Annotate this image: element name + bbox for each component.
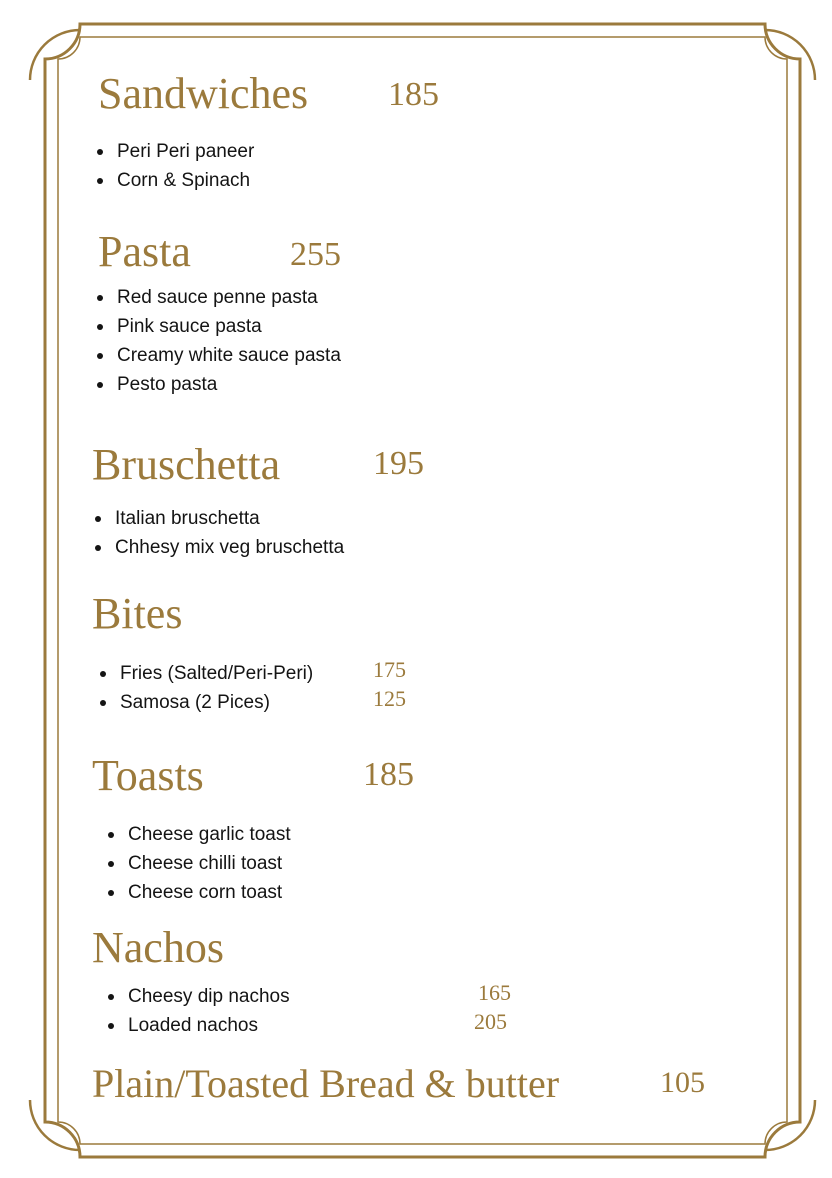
item-list-nachos: [128, 980, 511, 1040]
section-title-bruschetta: Bruschetta: [92, 440, 281, 489]
item-name: Red sauce penne pasta: [117, 287, 318, 308]
item-price: 205: [474, 1009, 507, 1034]
item-name: Italian bruschetta: [115, 508, 260, 529]
list-item: [117, 312, 341, 341]
list-item: [120, 686, 406, 717]
corner-flourish-top-left: [30, 30, 80, 80]
list-item: [128, 878, 291, 907]
item-name: Fries (Salted/Peri-Peri): [120, 663, 314, 684]
corner-flourish-top-right: [765, 30, 815, 80]
item-name: Pink sauce pasta: [117, 316, 262, 337]
list-item: [117, 137, 254, 166]
list-item: [128, 820, 291, 849]
section-title-bites: Bites: [92, 589, 183, 638]
corner-flourish-bottom-left: [30, 1100, 80, 1150]
item-list-toasts: [128, 820, 291, 907]
item-name: Corn & Spinach: [117, 170, 251, 191]
list-item: [117, 283, 341, 312]
item-list-pasta: [117, 283, 341, 399]
list-item: [115, 533, 344, 562]
item-price: 175: [373, 657, 406, 682]
section-title-bread-butter: Plain/Toasted Bread & butter: [92, 1061, 560, 1106]
item-name: Peri Peri paneer: [117, 141, 255, 162]
list-item: [117, 341, 341, 370]
item-list-bruschetta: [115, 504, 344, 562]
section-price-toasts: 185: [363, 756, 414, 793]
section-title-pasta: Pasta: [98, 227, 191, 276]
item-name: Cheese corn toast: [128, 882, 283, 903]
item-name: Pesto pasta: [117, 374, 218, 395]
corner-flourish-bottom-right: [765, 1100, 815, 1150]
item-name: Chhesy mix veg bruschetta: [115, 537, 345, 558]
section-title-sandwiches: Sandwiches: [98, 69, 309, 118]
list-item: [128, 980, 511, 1011]
section-price-bread-butter: 105: [660, 1066, 705, 1099]
list-item: [117, 370, 341, 399]
list-item: [115, 504, 344, 533]
section-title-nachos: Nachos: [92, 923, 224, 972]
item-list-sandwiches: [117, 137, 254, 195]
list-item: [128, 1009, 507, 1040]
section-price-pasta: 255: [290, 236, 341, 273]
item-name: Samosa (2 Pices): [120, 692, 270, 713]
list-item: [117, 166, 254, 195]
section-price-bruschetta: 195: [373, 445, 424, 482]
list-item: [120, 657, 406, 688]
item-price: 125: [373, 686, 406, 711]
list-item: [128, 849, 291, 878]
item-price: 165: [478, 980, 511, 1005]
item-name: Cheese garlic toast: [128, 824, 291, 845]
item-name: Cheese chilli toast: [128, 853, 283, 874]
item-name: Loaded nachos: [128, 1015, 258, 1036]
section-price-sandwiches: 185: [388, 76, 439, 113]
section-title-toasts: Toasts: [92, 751, 204, 800]
item-name: Cheesy dip nachos: [128, 986, 290, 1007]
item-list-bites: [120, 657, 406, 717]
item-name: Creamy white sauce pasta: [117, 345, 341, 366]
